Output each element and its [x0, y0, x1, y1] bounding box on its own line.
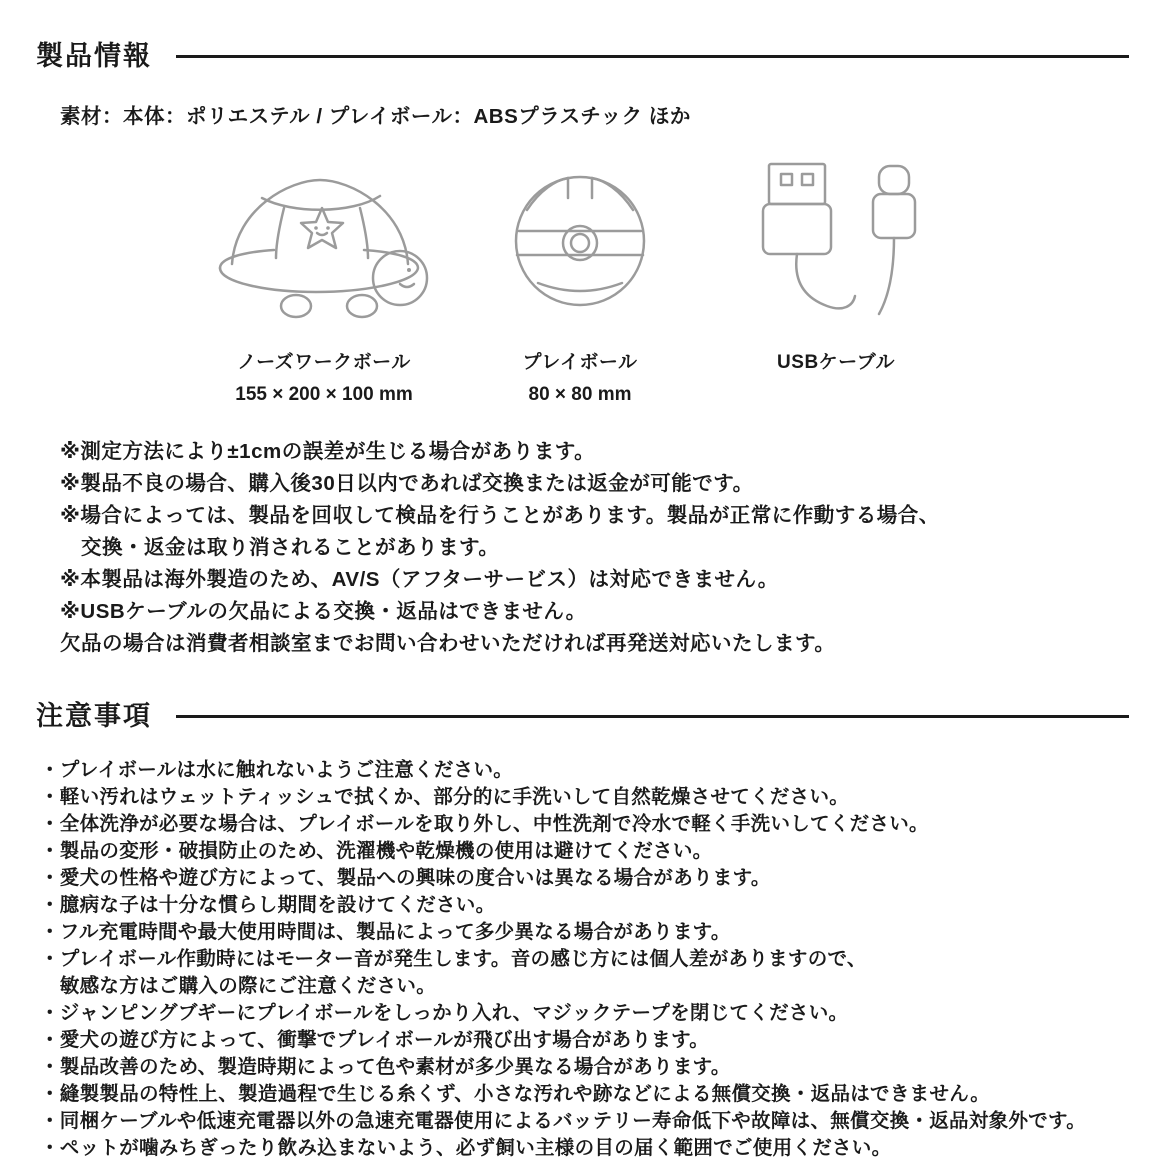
item-size: [708, 384, 964, 406]
product-info-header: [36, 34, 1129, 73]
precaution-line: ・製品改善のため、製造時期によって色や素材が多少異なる場合があります。: [40, 1056, 731, 1078]
precaution-line: 敏感な方はご購入の際にご注意ください。: [40, 975, 437, 997]
item-name: プレイボール: [522, 352, 638, 373]
item-size: 80 × 80 mm: [528, 384, 632, 405]
precaution-line: ・同梱ケーブルや低速充電器以外の急速充電器使用によるバッテリー寿命低下や故障は、無償交換・返品対象外です。: [40, 1110, 1087, 1132]
precaution-line: ・愛犬の性格や遊び方によって、製品への興味の度合いは異なる場合があります。: [40, 867, 771, 889]
precaution-line: ・ジャンピングブギーにプレイボールをしっかり入れ、マジックテープを閉じてください。: [40, 1002, 849, 1024]
product-item-caption: [708, 347, 964, 406]
precaution-line: ・軽い汚れはウェットティッシュで拭くか、部分的に手洗いして自然乾燥させてください。: [40, 786, 850, 808]
product-notes-block: [60, 436, 1129, 660]
note-line: ※本製品は海外製造のため、AV/S（アフターサービス）は対応できません。: [60, 568, 779, 591]
precaution-line: ・プレイボールは水に触れないようご注意ください。: [40, 759, 514, 781]
note-line: ※場合によっては、製品を回収して検品を行うことがあります。製品が正常に作動する場合、: [60, 504, 940, 527]
product-info-header-rule: [176, 55, 1129, 58]
section-title-product-info: 製品情報: [36, 41, 152, 71]
note-line: ※製品不良の場合、購入後30日以内であれば交換または返金が可能です。: [60, 472, 754, 495]
section-title-precautions: 注意事項: [36, 701, 152, 731]
product-items-row: [196, 151, 1129, 406]
product-item-caption: [196, 347, 452, 406]
product-item-usb-cable: [708, 151, 964, 406]
precaution-line: ・臆病な子は十分な慣らし期間を設けてください。: [40, 894, 496, 916]
precaution-line: ・プレイボール作動時にはモーター音が発生します。音の感じ方には個人差がありますので、: [40, 948, 867, 970]
precaution-line: ・縫製製品の特性上、製造過程で生じる糸くず、小さな汚れや跡などによる無償交換・返品はできません。: [40, 1083, 991, 1105]
item-size: 155 × 200 × 100 mm: [235, 384, 413, 405]
precaution-line: ・ペットが噛みちぎったり飲み込まないよう、必ず飼い主様の目の届く範囲でご使用ください。: [40, 1137, 892, 1159]
precaution-line: ・フル充電時間や最大使用時間は、製品によって多少異なる場合があります。: [40, 921, 731, 943]
note-line: ※USBケーブルの欠品による交換・返品はできません。: [60, 600, 587, 623]
play-ball-icon: [452, 151, 708, 331]
precaution-line: ・製品の変形・破損防止のため、洗濯機や乾燥機の使用は避けてください。: [40, 840, 713, 862]
product-item-caption: [452, 347, 708, 406]
precaution-line: ・全体洗浄が必要な場合は、プレイボールを取り外し、中性洗剤で冷水で軽く手洗いしてください。: [40, 813, 929, 835]
note-line: 欠品の場合は消費者相談室までお問い合わせいただければ再発送対応いたします。: [60, 632, 836, 655]
item-name: USBケーブル: [777, 352, 895, 373]
product-item-play-ball: [452, 151, 708, 406]
item-name: ノーズワークボール: [237, 352, 411, 373]
precaution-line: ・愛犬の遊び方によって、衝撃でプレイボールが飛び出す場合があります。: [40, 1029, 710, 1051]
precautions-section: [36, 694, 1129, 1162]
precautions-header-rule: [176, 715, 1129, 718]
material-line: 素材：本体：ポリエステル / プレイボール：ABSプラスチック ほか: [60, 105, 691, 128]
product-info-section: [36, 34, 1129, 660]
note-line: 交換・返金は取り消されることがあります。: [60, 536, 500, 559]
precautions-list: [40, 757, 1129, 1162]
precautions-header: [36, 694, 1129, 733]
turtle-nosework-ball-icon: [196, 151, 452, 331]
product-item-nosework-ball: [196, 151, 452, 406]
usb-cable-icon: [708, 151, 964, 331]
note-line: ※測定方法により±1cmの誤差が生じる場合があります。: [60, 440, 596, 463]
